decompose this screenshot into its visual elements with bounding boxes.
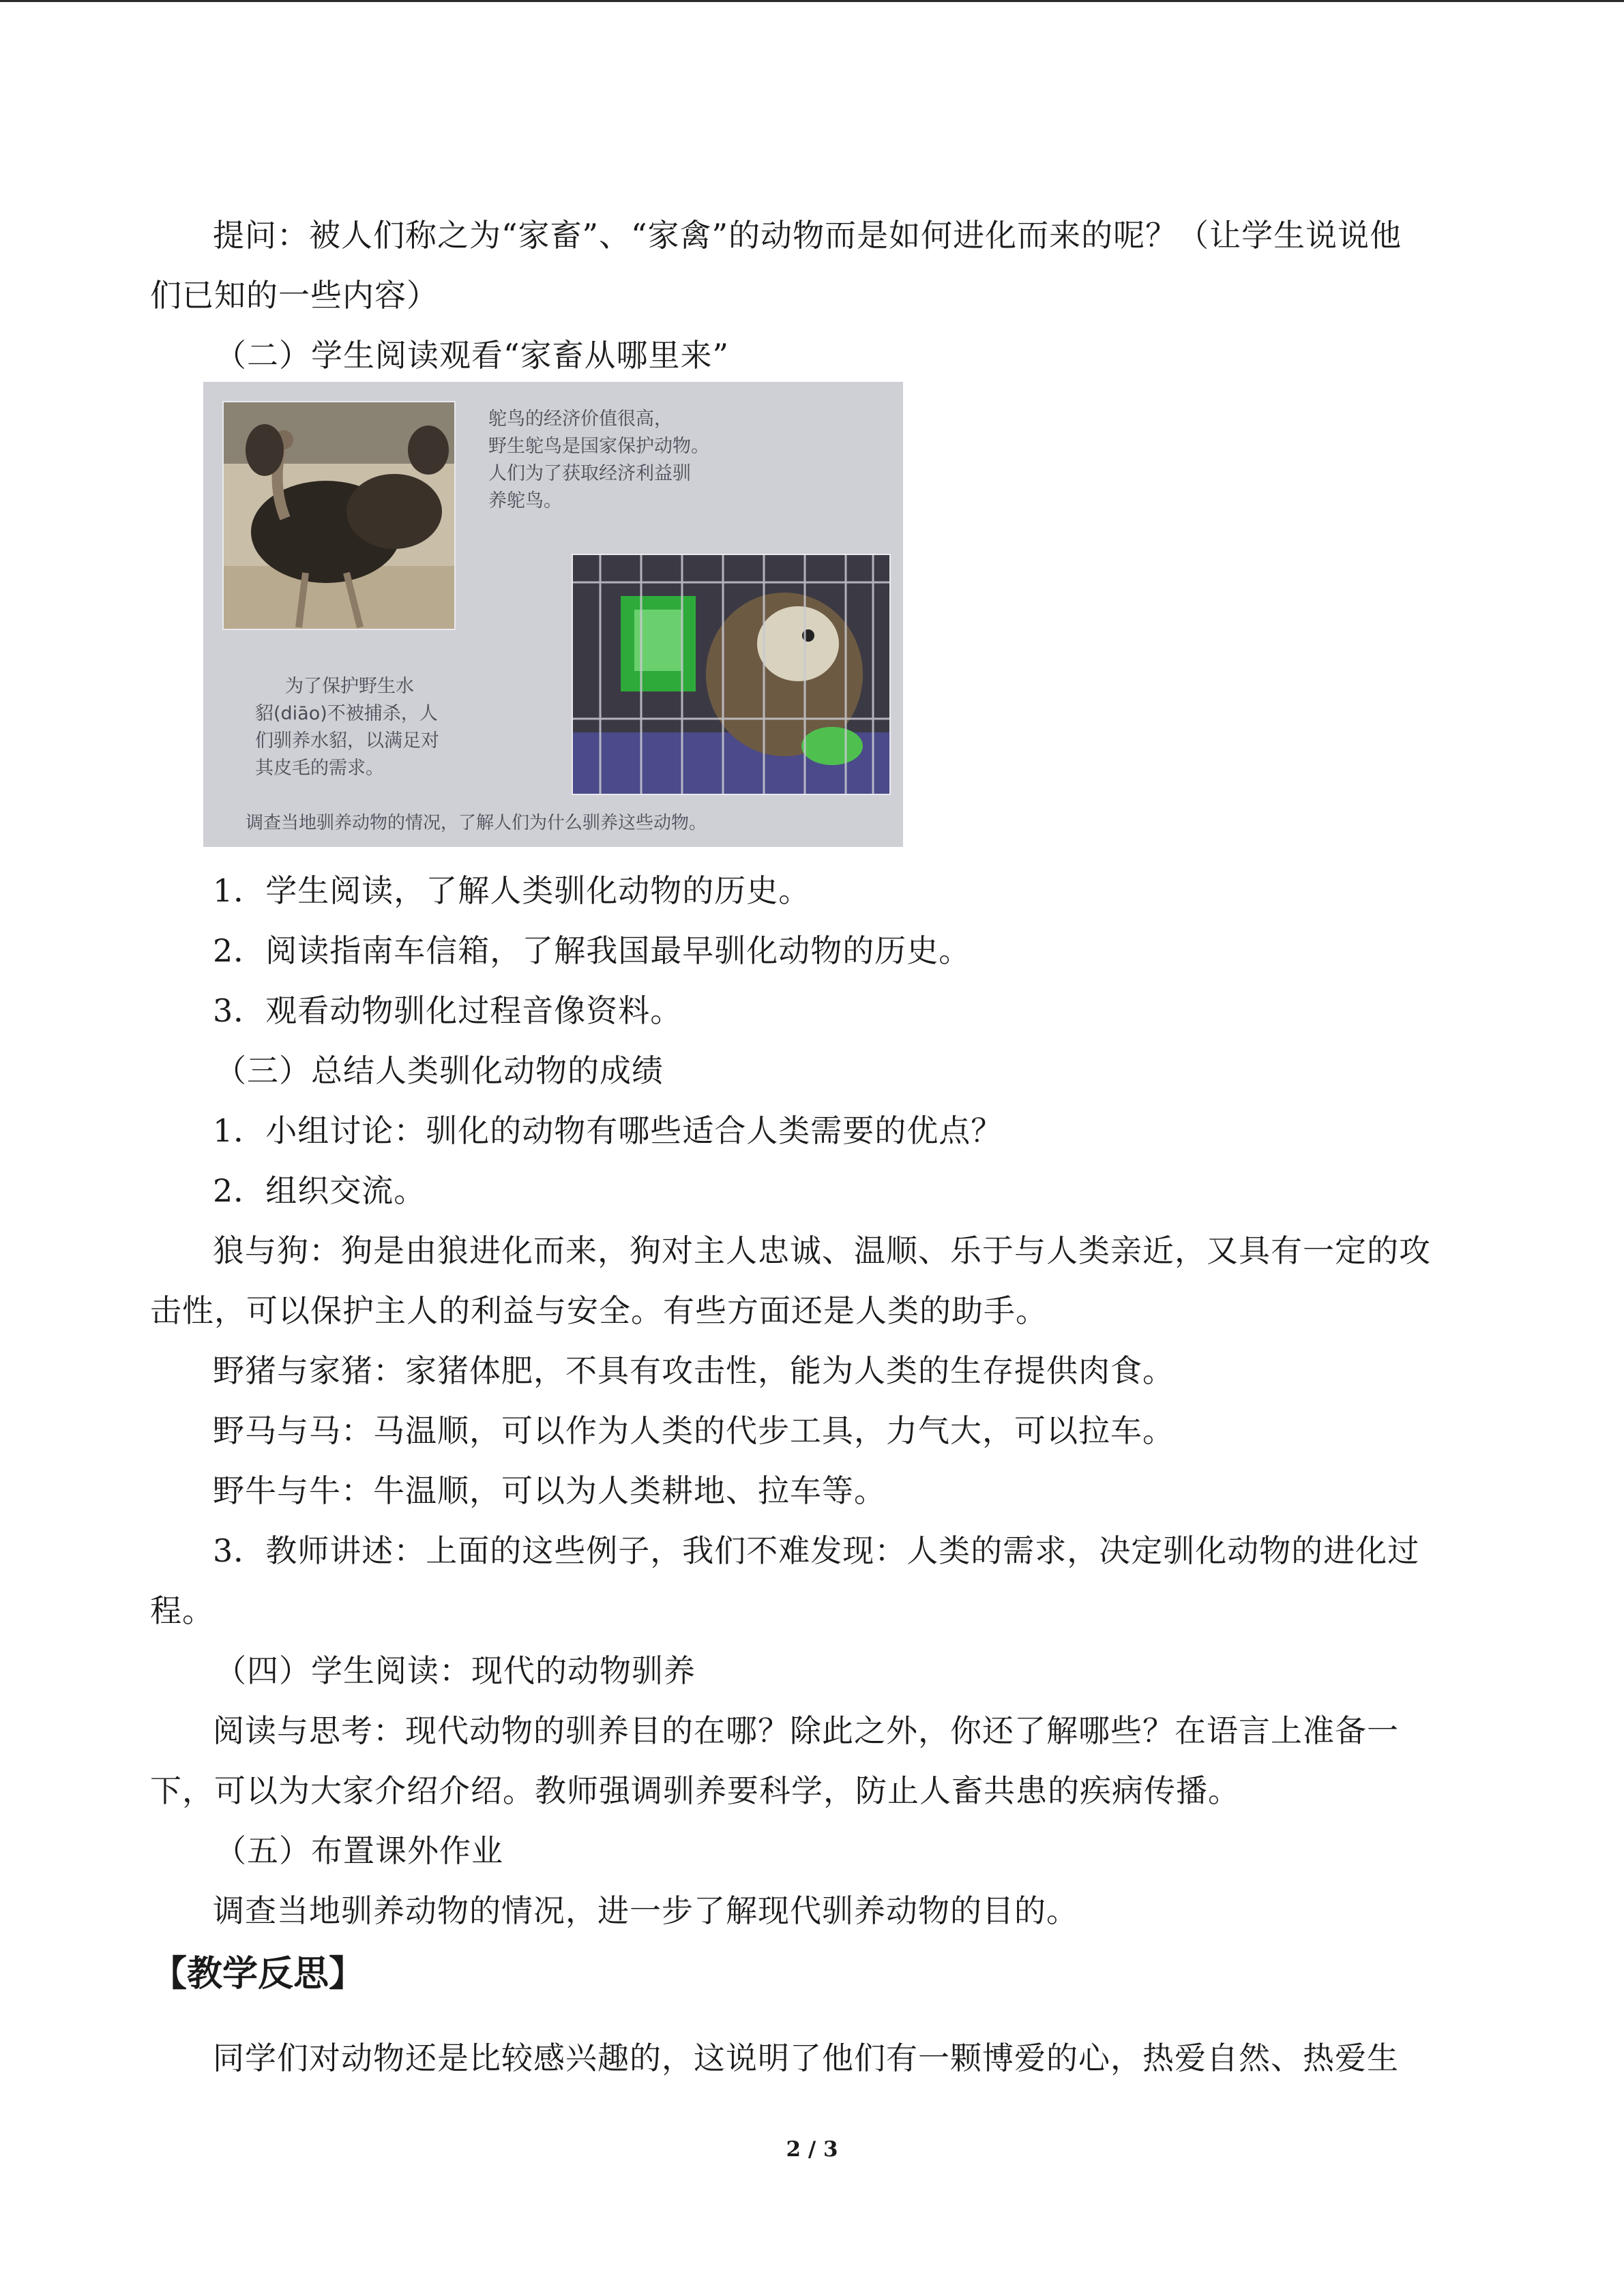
page-number: 2 / 3: [786, 2137, 838, 2162]
item-3-3-line-1: 3．教师讲述：上面的这些例子，我们不难发现：人类的需求，决定驯化动物的进化过: [213, 1532, 1420, 1569]
mink-cage-photo: [572, 554, 891, 795]
section-5-title: （五）布置课外作业: [215, 1832, 503, 1869]
mink-caption-3: 们驯养水貂，以满足对: [255, 730, 439, 751]
ostrich-caption-1: 鸵鸟的经济价值很高，: [488, 408, 673, 430]
item-2-3: 3．观看动物驯化过程音像资料。: [213, 992, 683, 1029]
figure-bottom-caption: 调查当地驯养动物的情况，了解人们为什么驯养这些动物。: [246, 813, 707, 833]
question-line-1: 提问：被人们称之为“家畜”、“家禽”的动物而是如何进化而来的呢？（让学生说说他: [213, 217, 1402, 254]
textbook-figure: [203, 382, 903, 847]
read-think-line-2: 下，可以为大家介绍介绍。教师强调驯养要科学，防止人畜共患的疾病传播。: [150, 1772, 1240, 1809]
item-2-2: 2．阅读指南车信箱，了解我国最早驯化动物的历史。: [213, 932, 971, 969]
cattle-line: 野牛与牛：牛温顺，可以为人类耕地、拉车等。: [213, 1472, 886, 1509]
question-line-2: 们已知的一些内容）: [150, 277, 439, 314]
mink-caption-2: 貂(diāo)不被捕杀，人: [255, 703, 438, 724]
top-border: [0, 0, 1624, 2]
ostrich-caption-4: 养鸵鸟。: [488, 490, 562, 511]
ostrich-photo: [222, 401, 456, 630]
read-think-line-1: 阅读与思考：现代动物的驯养目的在哪？除此之外，你还了解哪些？在语言上准备一: [213, 1712, 1399, 1749]
mink-caption-4: 其皮毛的需求。: [255, 758, 384, 779]
item-3-3-line-2: 程。: [150, 1592, 214, 1629]
pig-line: 野猪与家猪：家猪体肥，不具有攻击性，能为人类的生存提供肉食。: [213, 1352, 1175, 1389]
reflection-heading: 【教学反思】: [151, 1954, 365, 1995]
item-2-1: 1．学生阅读，了解人类驯化动物的历史。: [213, 872, 811, 909]
ostrich-caption-2: 野生鸵鸟是国家保护动物。: [488, 436, 709, 457]
section-2-title: （二）学生阅读观看“家畜从哪里来”: [215, 337, 730, 374]
item-3-1: 1．小组讨论：驯化的动物有哪些适合人类需要的优点？: [213, 1112, 1003, 1149]
horse-line: 野马与马：马温顺，可以作为人类的代步工具，力气大，可以拉车。: [213, 1412, 1175, 1449]
wolf-dog-line-2: 击性，可以保护主人的利益与安全。有些方面还是人类的助手。: [150, 1292, 1048, 1329]
ostrich-caption-3: 人们为了获取经济利益驯: [488, 463, 691, 484]
section-4-title: （四）学生阅读：现代的动物驯养: [215, 1652, 696, 1689]
section-3-title: （三）总结人类驯化动物的成绩: [215, 1052, 664, 1089]
homework-line: 调查当地驯养动物的情况，进一步了解现代驯养动物的目的。: [213, 1892, 1078, 1929]
reflection-line-1: 同学们对动物还是比较感兴趣的，这说明了他们有一颗博爱的心，热爱自然、热爱生: [213, 2040, 1399, 2076]
wolf-dog-line-1: 狼与狗：狗是由狼进化而来，狗对主人忠诚、温顺、乐于与人类亲近，又具有一定的攻: [213, 1232, 1431, 1269]
item-3-2: 2．组织交流。: [213, 1172, 426, 1209]
mink-caption-1: 为了保护野生水: [285, 676, 414, 697]
